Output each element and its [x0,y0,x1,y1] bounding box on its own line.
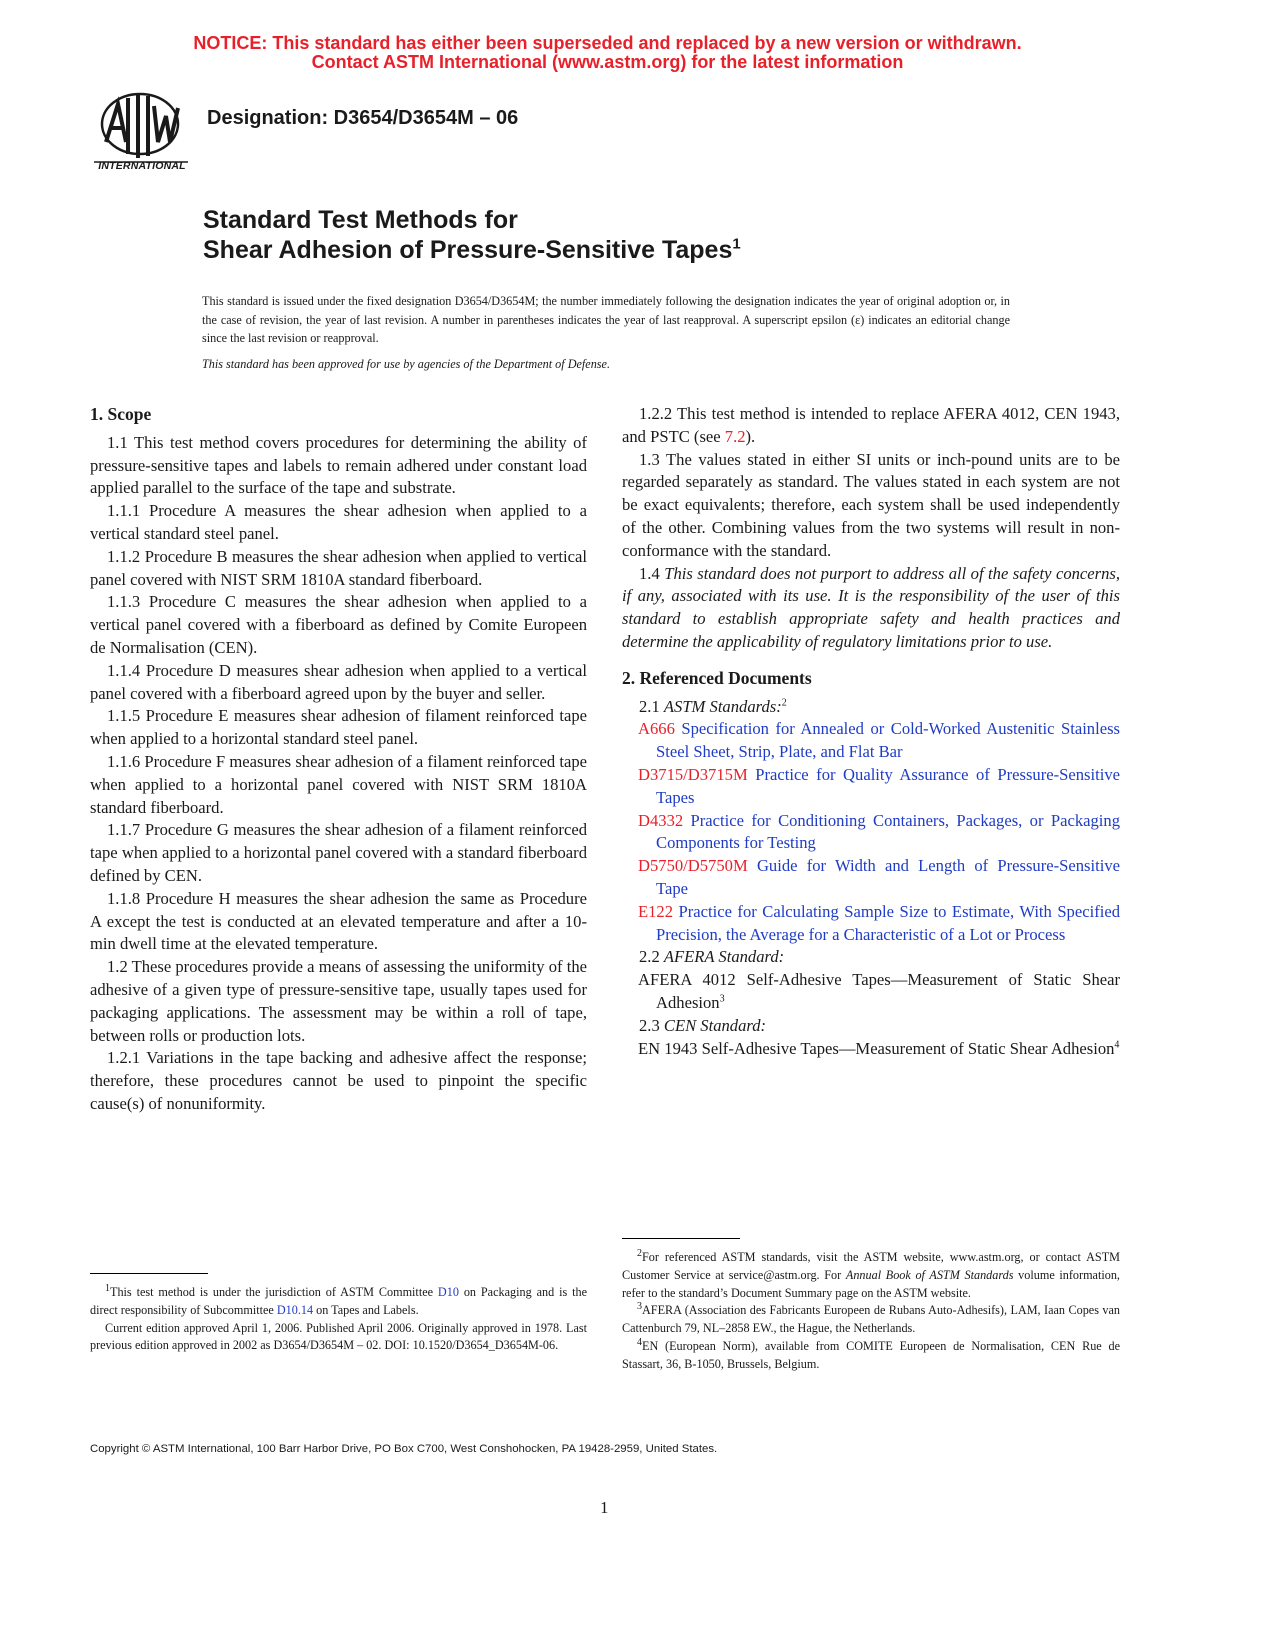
footnotes-right [622,1249,1120,1374]
para-1-1-3: 1.1.3 Procedure C measures the shear adhesion when applied to a vertical panel covered with a fiberboard as defined by Comite Europeen de Normalisation (CEN). [90,592,587,657]
copyright-line: Copyright © ASTM International, 100 Barr Harbor Drive, PO Box C700, West Conshohocken, PA 19428-2959, United States. [90,1443,718,1455]
right-column [622,403,1120,1060]
title-footnote-ref[interactable]: 1 [732,235,741,253]
footnotes-left [90,1284,587,1355]
title-line-1: Standard Test Methods for [203,206,518,234]
reference-d3715[interactable]: D3715/D3715M Practice for Quality Assurance of Pressure-Sensitive Tapes [638,764,1120,807]
withdrawal-notice [0,34,1215,72]
footnote-1: $^1$This test method is under the jurisdiction of ASTM Committee D10 on Packaging and is the direct responsibility of Subcommittee D10.14 on Tapes and Labels. [90,1282,587,1317]
document-title [203,205,741,265]
footnote-divider-left [90,1273,208,1274]
footnote-1-edition: Current edition approved April 1, 2006. Published April 2006. Originally approved in 1978. Last previous edition approved in 2002 as D3654/D3654M – 02. DOI: 10.1520/D3654_D3654M-06. [90,1320,587,1353]
reference-e122[interactable]: E122 Practice for Calculating Sample Size to Estimate, With Specified Precision, the Average for a Characteristic of a Lot or Process [638,901,1120,944]
notice-line-2: Contact ASTM International (www.astm.org) for the latest information [311,52,904,72]
reference-d4332[interactable]: D4332 Practice for Conditioning Containers, Packages, or Packaging Components for Testing [638,810,1120,853]
dod-approval-note: This standard has been approved for use by agencies of the Department of Defense. [202,357,610,371]
para-1-1-1: 1.1.1 Procedure A measures the shear adhesion when applied to a vertical standard steel panel. [90,501,587,543]
para-1-1: 1.1 This test method covers procedures for determining the ability of pressure-sensitive tapes and labels to remain adhered under constant load applied parallel to the surface of the tape and substrate. [90,432,587,498]
footnote-divider-right [622,1238,740,1239]
footnote-3: $^3$AFERA (Association des Fabricants Europeen de Rubans Auto-Adhesifs), LAM, Iaan Copes van Cattenburch 79, NL–2858 EW., the Hague, the Netherlands. [622,1301,1120,1336]
reference-afera-4012: AFERA 4012 Self-Adhesive Tapes—Measurement of Static Shear Adhesion$^3$ [638,970,1120,1012]
section-7-2-link[interactable]: 7.2 [724,426,746,446]
para-1-1-2: 1.1.2 Procedure B measures the shear adhesion when applied to vertical panel covered with NIST SRM 1810A standard fiberboard. [90,546,587,589]
para-2-2: 2.2 AFERA Standard: [639,947,785,967]
section-1-heading: 1. Scope [90,404,152,424]
para-1-1-7: 1.1.7 Procedure G measures the shear adhesion of a filament reinforced tape when applied to a horizontal panel covered with a standard fiberboard defined by CEN. [90,820,587,885]
para-1-2: 1.2 These procedures provide a means of assessing the uniformity of the adhesive of a given type of pressure-sensitive tape, usually tapes used for packaging applications. The assessment may be within a roll of tape, between rolls or production lots. [90,957,587,1045]
section-2-heading: 2. Referenced Documents [622,667,812,688]
para-1-1-6: 1.1.6 Procedure F measures shear adhesion of a filament reinforced tape when applied to a horizontal panel covered with NIST SRM 1810A standard fiberboard. [90,751,587,817]
para-1-2-2: 1.2.2 This test method is intended to replace AFERA 4012, CEN 1943, and PSTC (see 7.2). [622,404,1120,446]
footnote-2: $^2$For referenced ASTM standards, visit the ASTM website, www.astm.org, or contact ASTM Customer Service at service@astm.org. For Annual Book of ASTM Standards volume information, refer to the standard’s Document Summary page on the ASTM website. [622,1247,1120,1300]
footnote-4: $^4$EN (European Norm), available from COMITE Europeen de Normalisation, CEN Rue de Stassart, 36, B-1050, Brussels, Belgium. [622,1336,1120,1371]
logo-text: INTERNATIONAL [98,160,186,172]
left-column [90,403,587,1116]
title-line-2: Shear Adhesion of Pressure-Sensitive Tapes [203,236,733,264]
reference-a666[interactable]: A666 Specification for Annealed or Cold-Worked Austenitic Stainless Steel Sheet, Strip, Plate, and Flat Bar [638,719,1120,762]
reference-en-1943: EN 1943 Self-Adhesive Tapes—Measurement of Static Shear Adhesion$^4$ [638,1038,1120,1058]
astm-logo [92,90,192,178]
para-1-4: 1.4 This standard does not purport to address all of the safety concerns, if any, associated with its use. It is the responsibility of the user of this standard to establish appropriate safety and health practices and determine the applicability of regulatory limitations prior to use. [622,563,1121,651]
subcommittee-d10-14-link[interactable]: D10.14 [276,1302,314,1317]
reference-d5750[interactable]: D5750/D5750M Guide for Width and Length of Pressure-Sensitive Tape [638,856,1120,898]
issued-note: This standard is issued under the fixed designation D3654/D3654M; the number immediately following the designation indicates the year of original adoption or, in the case of revision, the year of last revision. A number in parentheses indicates the year of last reapproval. A superscript epsilon (ε) indicates an editorial change since the last revision or reapproval. [202,294,1010,345]
para-2-1: 2.1 ASTM Standards:$^2$ [639,696,787,716]
para-1-1-5: 1.1.5 Procedure E measures shear adhesion of filament reinforced tape when applied to a horizontal standard steel panel. [90,706,587,749]
designation: Designation: D3654/D3654M – 06 [207,107,519,129]
page-number: 1 [600,1498,609,1517]
para-2-3: 2.3 CEN Standard: [639,1015,767,1035]
para-1-1-8: 1.1.8 Procedure H measures the shear adhesion the same as Procedure A except the test is conducted at an elevated temperature and after a 10-min dwell time at the elevated temperature. [90,888,587,954]
committee-d10-link[interactable]: D10 [437,1285,459,1299]
para-1-2-1: 1.2.1 Variations in the tape backing and adhesive affect the response; therefore, these procedures cannot be used to pinpoint the specific cause(s) of nonuniformity. [90,1048,587,1113]
para-1-3: 1.3 The values stated in either SI units or inch-pound units are to be regarded separately as standard. The values stated in each system are not be exact equivalents; therefore, each system shall be used independently of the other. Combining values from the two systems will result in non-conformance with the standard. [622,449,1120,560]
para-1-1-4: 1.1.4 Procedure D measures shear adhesion when applied to a vertical panel covered with a fiberboard agreed upon by the buyer and seller. [90,660,587,703]
notice-line-1: NOTICE: This standard has either been superseded and replaced by a new version or withdrawn. [193,33,1022,53]
